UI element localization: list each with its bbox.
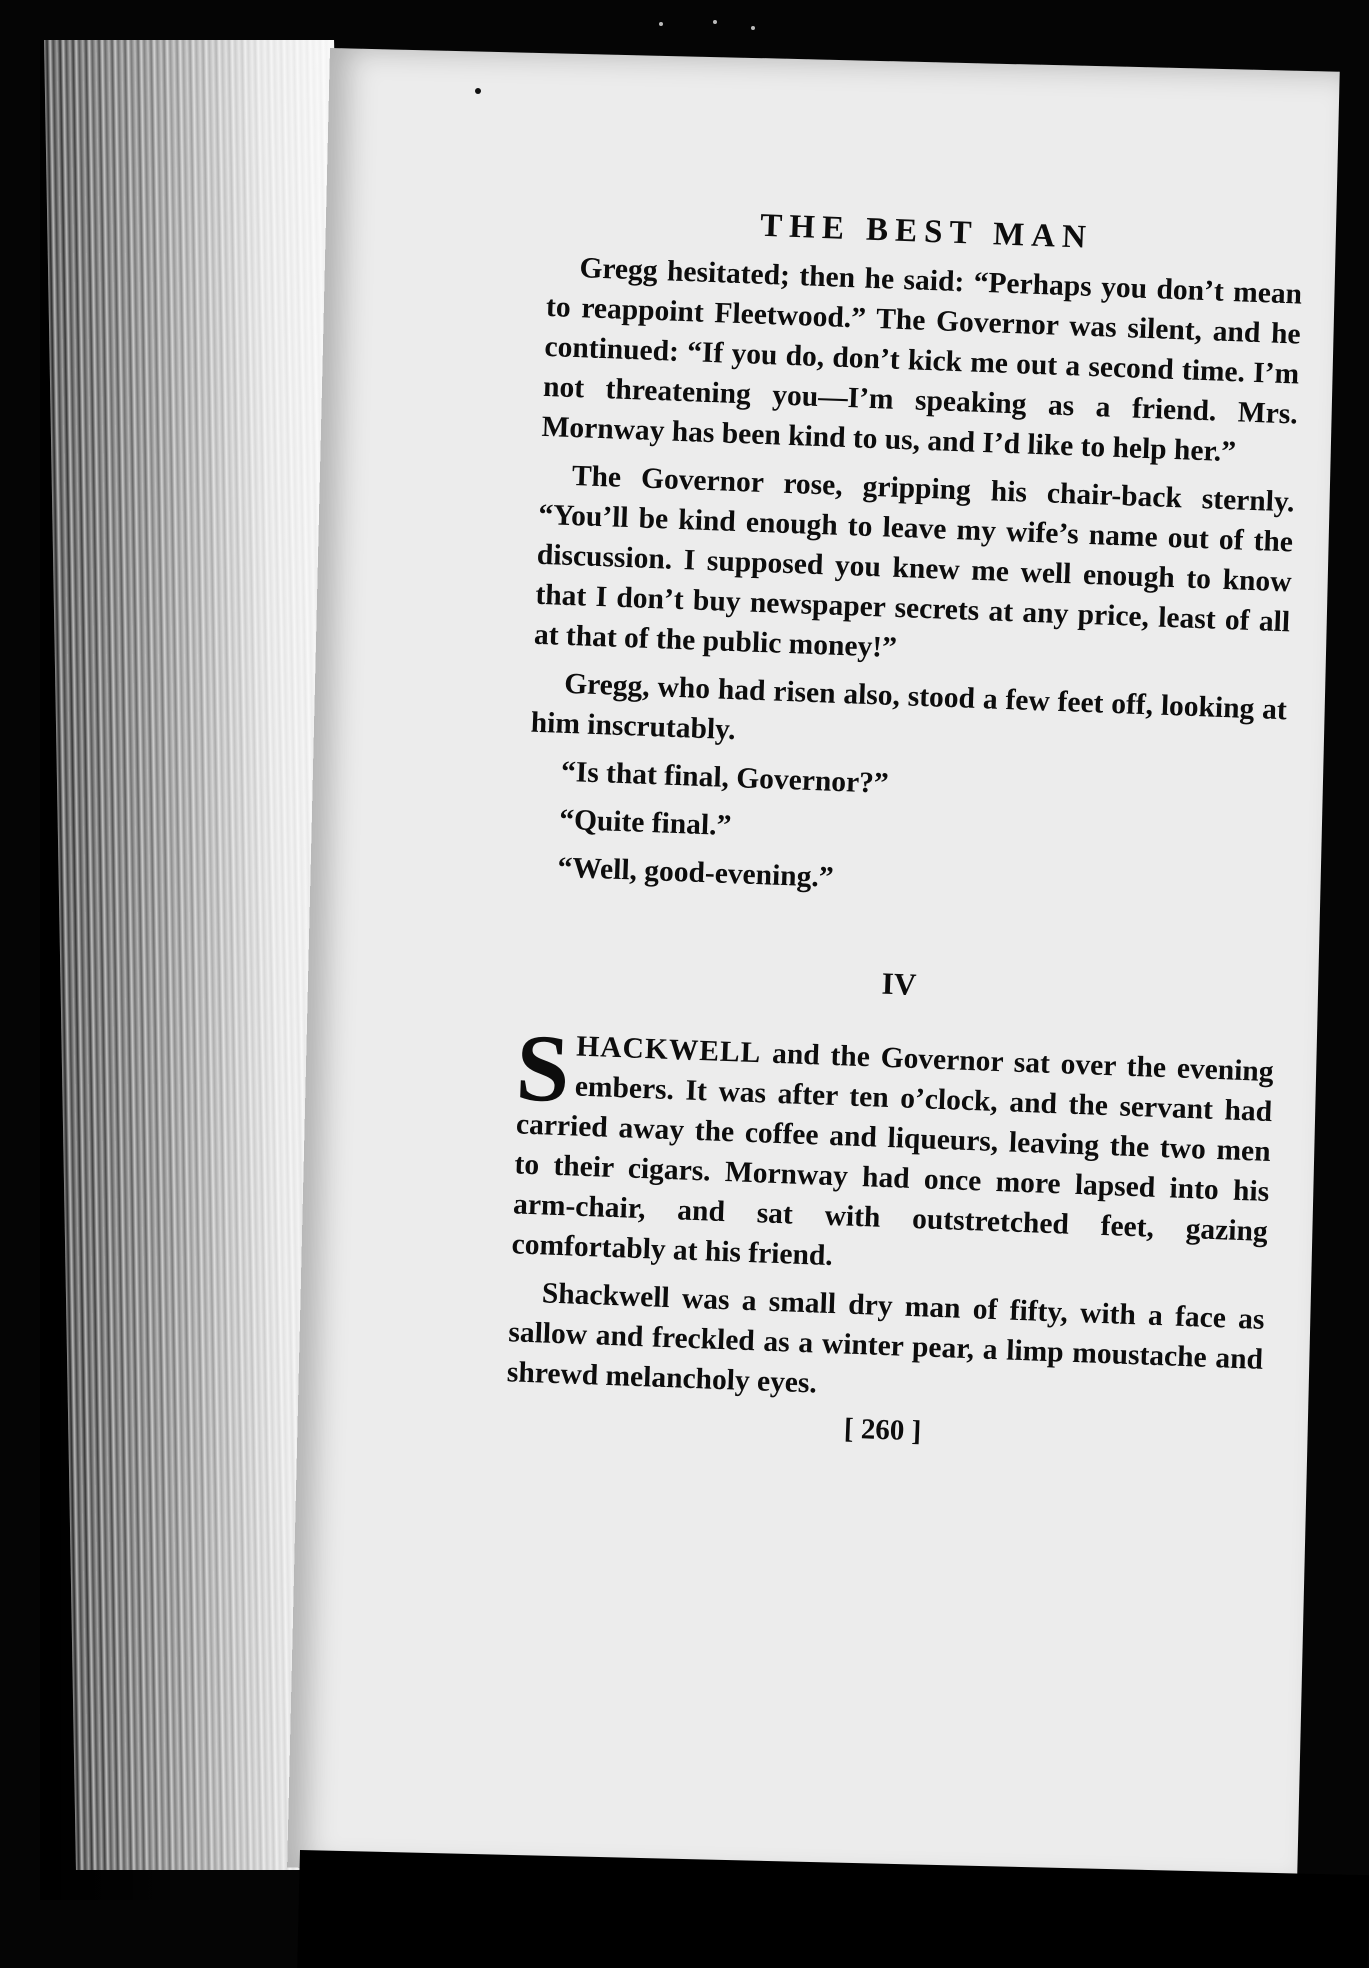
page-text [505, 200, 1305, 1461]
paragraph: Gregg, who had risen also, stood a few feet off, looking at him inscrutably. [530, 667, 1288, 747]
scan-specks [655, 18, 775, 32]
dialogue-line: “Is that final, Governor?” [560, 755, 890, 800]
opening-word: HACKWELL [575, 1030, 762, 1070]
section-number: IV [881, 965, 917, 1002]
drop-cap: S [514, 1013, 572, 1123]
dialogue-line: “Well, good-evening.” [556, 851, 835, 894]
dialogue-line: “Quite final.” [558, 803, 732, 843]
ink-dot [475, 88, 481, 94]
section-opening-paragraph [511, 1013, 1275, 1292]
paragraph: Gregg hesitated; then he said: “Perhaps you don’t mean to reappoint Fleetwood.” The Governor was silent, and he continued: “If you do, don’t kick me out a second time. I’m not threatening you—I’m speaking as a friend. Mrs. Mornway has been kind to us, and I’d like to help her.” [541, 252, 1303, 469]
paragraph: The Governor rose, gripping his chair-back sternly. “You’ll be kind enough to leave my wife’s name out of the discussion. I supposed you knew me well enough to know that I don’t buy newspaper secrets at any price, least of all at that of the public money!” [533, 459, 1296, 664]
running-head: THE BEST MAN [759, 207, 1094, 256]
opening-text: and the Governor sat over the evening embers. It was after ten o’clock, and the servant had carried away the coffee and liqueurs, leaving the two men to their cigars. Mornway had once more lapsed into his arm-chair, and sat with outstretched feet, gazing comfortably at his friend. [511, 1037, 1275, 1273]
paragraph: Shackwell was a small dry man of fifty, with a face as sallow and freckled as a winter pear, a limp moustache and shrewd melancholy eyes. [506, 1277, 1266, 1400]
page-number: [ 260 ] [843, 1412, 922, 1448]
